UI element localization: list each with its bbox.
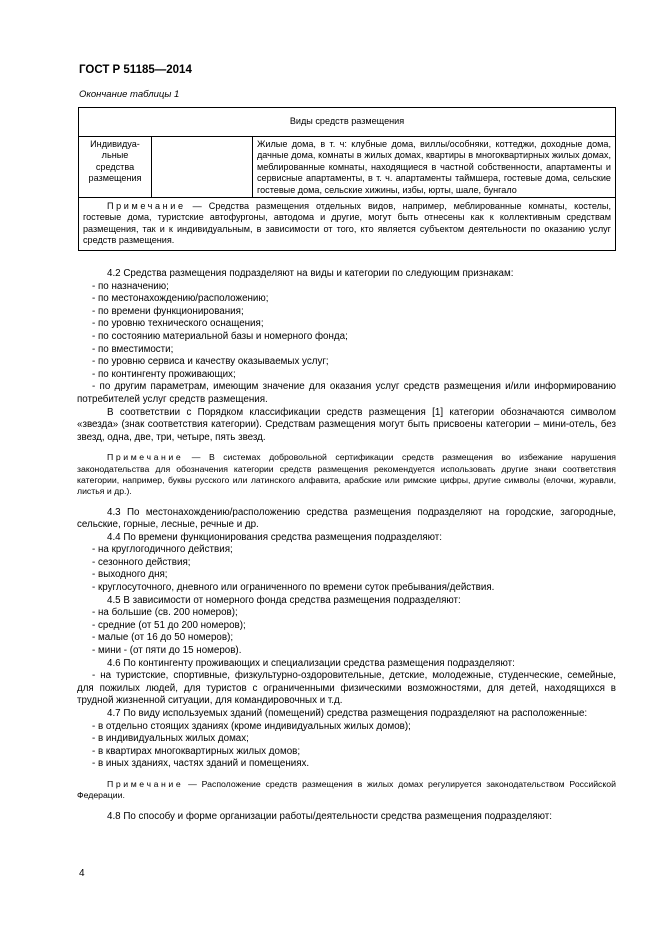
list-item: - по местонахождению/расположению; (92, 293, 269, 305)
table-header: Виды средств размещения (79, 108, 616, 137)
table-note (79, 198, 616, 251)
table-caption: Окончание таблицы 1 (79, 89, 180, 100)
para-4-6-b: - на туристские, спортивные, физкультурно-оздоровительные, детские, молодежные, студенческие, семейные, для пожилых людей, для туристов с ограниченными физическими возможностями, для детей, находящихся в трудной жизненной ситуации, для командировочных и т.д. (77, 670, 616, 707)
list-item: - в иных зданиях, частях зданий и помещениях. (92, 758, 310, 770)
note-label: Примечание (107, 452, 184, 463)
para-4-2: 4.2 Средства размещения подразделяют на виды и категории по следующим признакам: (107, 268, 514, 279)
list-item: - по другим параметрам, имеющим значение для оказания услуг средств размещения и/или информированию потребителей услуг средств размещения. (77, 381, 616, 405)
list-item: - по контингенту проживающих; (92, 368, 236, 380)
list-item: - в квартирах многоквартирных жилых домов; (92, 745, 301, 757)
list-item: - по уровню технического оснащения; (92, 318, 264, 330)
note-1 (77, 452, 616, 497)
para-4-4: 4.4 По времени функционирования средства размещения подразделяют: (107, 531, 442, 543)
list-item: - сезонного действия; (92, 556, 191, 568)
list-item: - на большие (св. 200 номеров); (92, 607, 238, 619)
table-1-end (78, 107, 616, 251)
list-item: - в индивидуальных жилых домах; (92, 733, 249, 745)
para-4-7: 4.7 По виду используемых зданий (помещений) средства размещения подразделяют на расположенные: (107, 708, 588, 719)
note-label: Примечание (107, 778, 184, 789)
para-4-8: 4.8 По способу и форме организации работы/деятельности средства размещения подразделяют: (107, 810, 553, 822)
document-header: ГОСТ Р 51185—2014 (79, 64, 192, 76)
row-label: Индивидуа- льные средства размещения (79, 137, 152, 198)
list-item: - по времени функционирования; (92, 305, 244, 317)
empty-cell (152, 137, 253, 198)
list-item: - выходного дня; (92, 569, 168, 581)
para-4-3: 4.3 По местонахождению/расположению средства размещения подразделяют на городские, загородные, сельские, горные, лесные, речные и др. (77, 506, 616, 531)
note-text: — Расположение средств размещения в жилых домах регулируется законодательством Российской Федерации. (77, 778, 616, 801)
body-text (77, 268, 616, 823)
list-item: - малые (от 16 до 50 номеров); (92, 632, 234, 644)
note-label: Примечание (107, 201, 186, 212)
note-text: — В системах добровольной сертификации средств размещения во избежание нарушения законодательства для обозначения категории средств размещения рекомендуется использовать другие знаки соответствия категории, например, буквы русского или латинского алфавита, арабские или римские цифры, другие символы (елочки, журавли, листья и др.). (77, 452, 616, 497)
list-item: - средние (от 51 до 200 номеров); (92, 619, 246, 631)
list-item: - по уровню сервиса и качеству оказываемых услуг; (92, 356, 329, 368)
list-item: - мини - (от пяти до 15 номеров). (92, 645, 242, 657)
note-2 (77, 779, 616, 802)
list-item: - на круглогодичного действия; (92, 544, 233, 556)
para-4-6: 4.6 По контингенту проживающих и специализации средства размещения подразделяют: (107, 657, 515, 669)
list-item: - по состоянию материальной базы и номерного фонда; (92, 330, 348, 342)
row-text: Жилые дома, в т. ч: клубные дома, виллы/особняки, коттеджи, доходные дома, дачные дома, комнаты в жилых домах, квартиры в многоквартирных жилых домах, меблированные комнаты, находящиеся в частной собственности, апартаменты и сервисные апартаменты, в т. ч. апартаменты таймшера, гостевые дома, сельские гостевые дома, сельские хижины, избы, юрты, шале, бунгало (253, 137, 616, 198)
list-item: - по назначению; (92, 280, 169, 292)
page-number: 4 (79, 868, 85, 879)
list-item: - по вместимости; (92, 343, 174, 355)
para-4-2-b: В соответствии с Порядком классификации средств размещения [1] категории обозначаются символом «звезда» (знак соответствия категории). Средствам размещения могут быть присвоены категории – мини-отель, без звезд, одна, две, три, четыре, пять звезд. (77, 406, 616, 443)
list-item: - круглосуточного, дневного или ограниченного по времени суток пребывания/действия. (92, 582, 495, 594)
para-4-5: 4.5 В зависимости от номерного фонда средства размещения подразделяют: (107, 594, 461, 606)
list-item: - в отдельно стоящих зданиях (кроме индивидуальных жилых домов); (92, 720, 411, 732)
note-text: — Средства размещения отдельных видов, например, меблированные комнаты, костелы, гостевые дома, туристские автофургоны, автодома и другие, могут быть отнесены как к коллективным средствам размещения, так и к индивидуальным, в зависимости от того, кто является субъектом деятельности по оказанию услуг средств размещения. (83, 201, 611, 246)
